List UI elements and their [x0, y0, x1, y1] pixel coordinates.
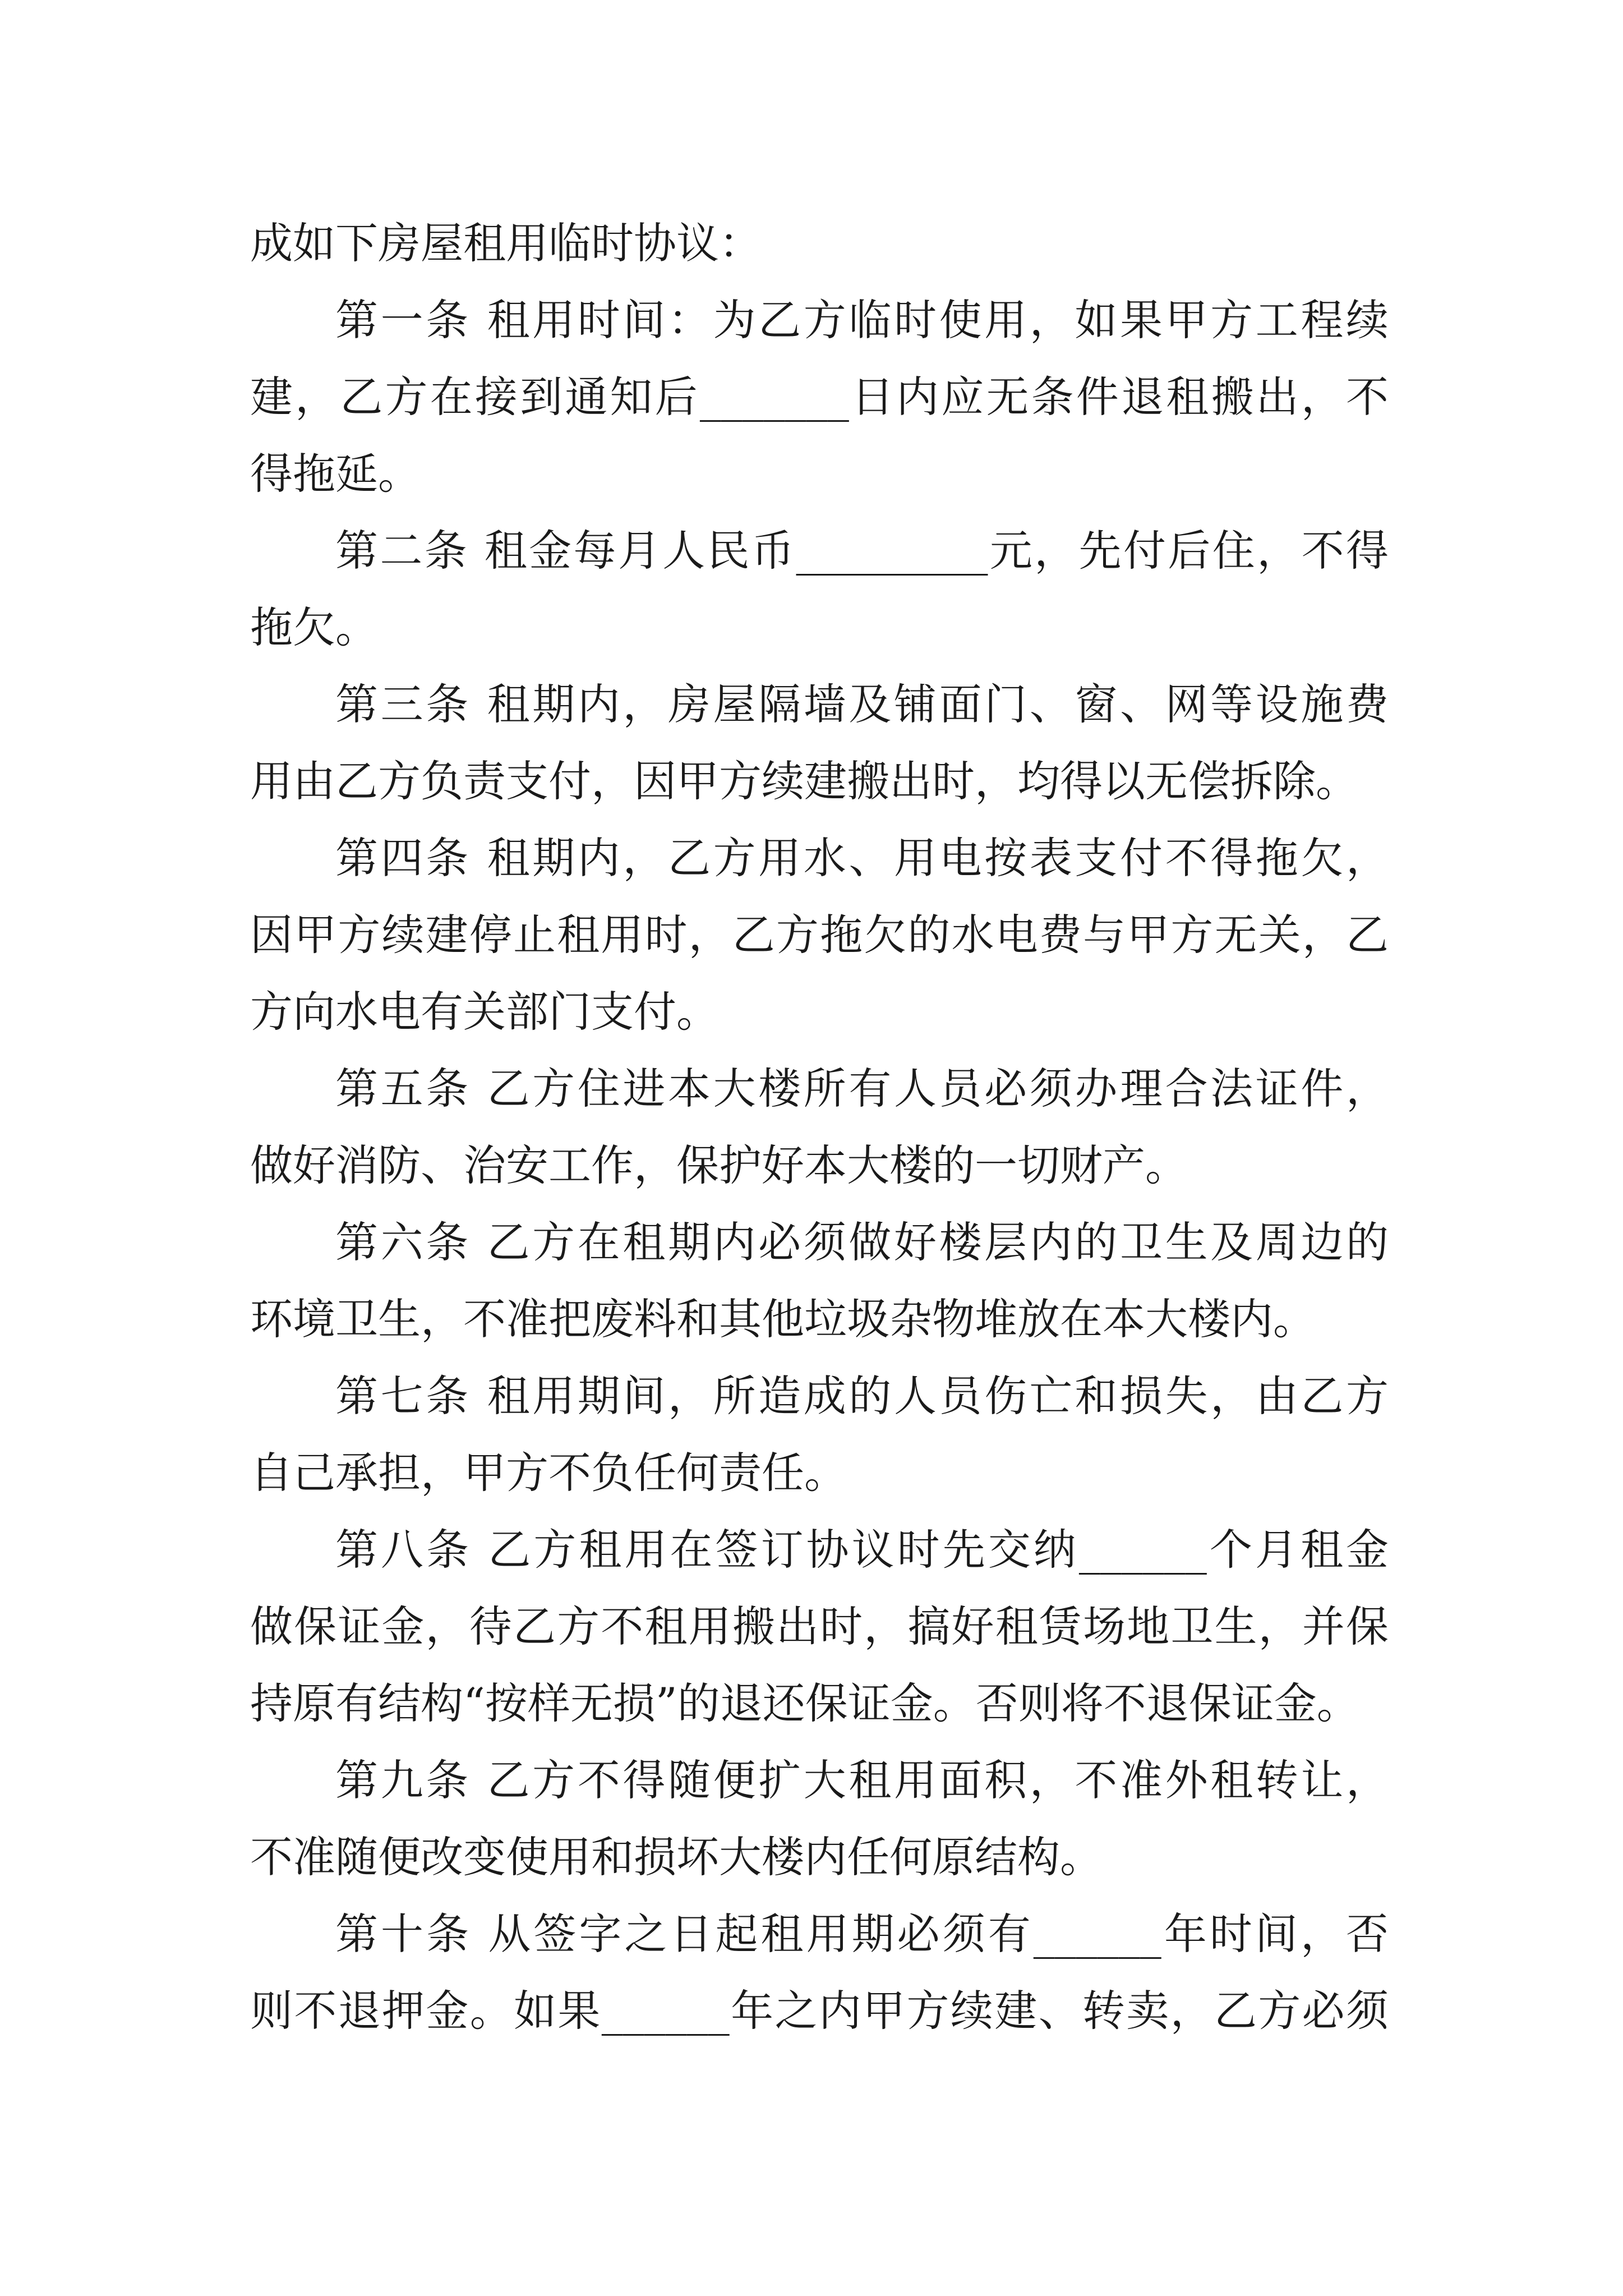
text-line: 持原有结构“按样无损”的退还保证金。否则将不退保证金。	[250, 1678, 1359, 1728]
text-line: 第九条 乙方不得随便扩大租用面积，不准外租转让，	[335, 1755, 1389, 1805]
text-line: 第五条 乙方住进本大楼所有人员必须办理合法证件，	[335, 1064, 1389, 1114]
text-line: 则不退押金。如果______年之内甲方续建、转卖，乙方必须	[250, 1986, 1389, 2036]
text-line: 第八条 乙方租用在签订协议时先交纳______个月租金	[335, 1525, 1389, 1575]
text-line: 第二条 租金每月人民币_________元，先付后住，不得	[335, 526, 1389, 576]
text-line: 得拖延。	[250, 449, 421, 499]
text-line: 第一条 租用时间：为乙方临时使用，如果甲方工程续	[335, 295, 1389, 345]
text-line: 做好消防、治安工作，保护好本大楼的一切财产。	[250, 1140, 1188, 1190]
text-line: 第六条 乙方在租期内必须做好楼层内的卫生及周边的	[335, 1217, 1389, 1267]
text-line: 建，乙方在接到通知后_______日内应无条件退租搬出，不	[250, 372, 1389, 422]
text-line: 第三条 租期内，房屋隔墙及铺面门、窗、网等设施费	[335, 679, 1389, 729]
text-line: 拖欠。	[250, 602, 378, 652]
text-line: 做保证金，待乙方不租用搬出时，搞好租赁场地卫生，并保	[250, 1602, 1389, 1651]
text-line: 成如下房屋租用临时协议：	[250, 218, 762, 268]
text-line: 自己承担，甲方不负任何责任。	[250, 1448, 847, 1498]
text-line: 用由乙方负责支付，因甲方续建搬出时，均得以无偿拆除。	[250, 756, 1358, 806]
text-line: 环境卫生，不准把废料和其他垃圾杂物堆放在本大楼内。	[250, 1294, 1316, 1344]
text-line: 方向水电有关部门支付。	[250, 987, 719, 1037]
text-line: 不准随便改变使用和损坏大楼内任何原结构。	[250, 1832, 1103, 1882]
text-line: 第七条 租用期间，所造成的人员伤亡和损失，由乙方	[335, 1371, 1389, 1421]
text-line: 因甲方续建停止租用时，乙方拖欠的水电费与甲方无关，乙	[250, 910, 1389, 960]
text-line: 第十条 从签字之日起租用期必须有______年时间，否	[335, 1909, 1389, 1959]
text-line: 第四条 租期内，乙方用水、用电按表支付不得拖欠，	[335, 833, 1389, 883]
